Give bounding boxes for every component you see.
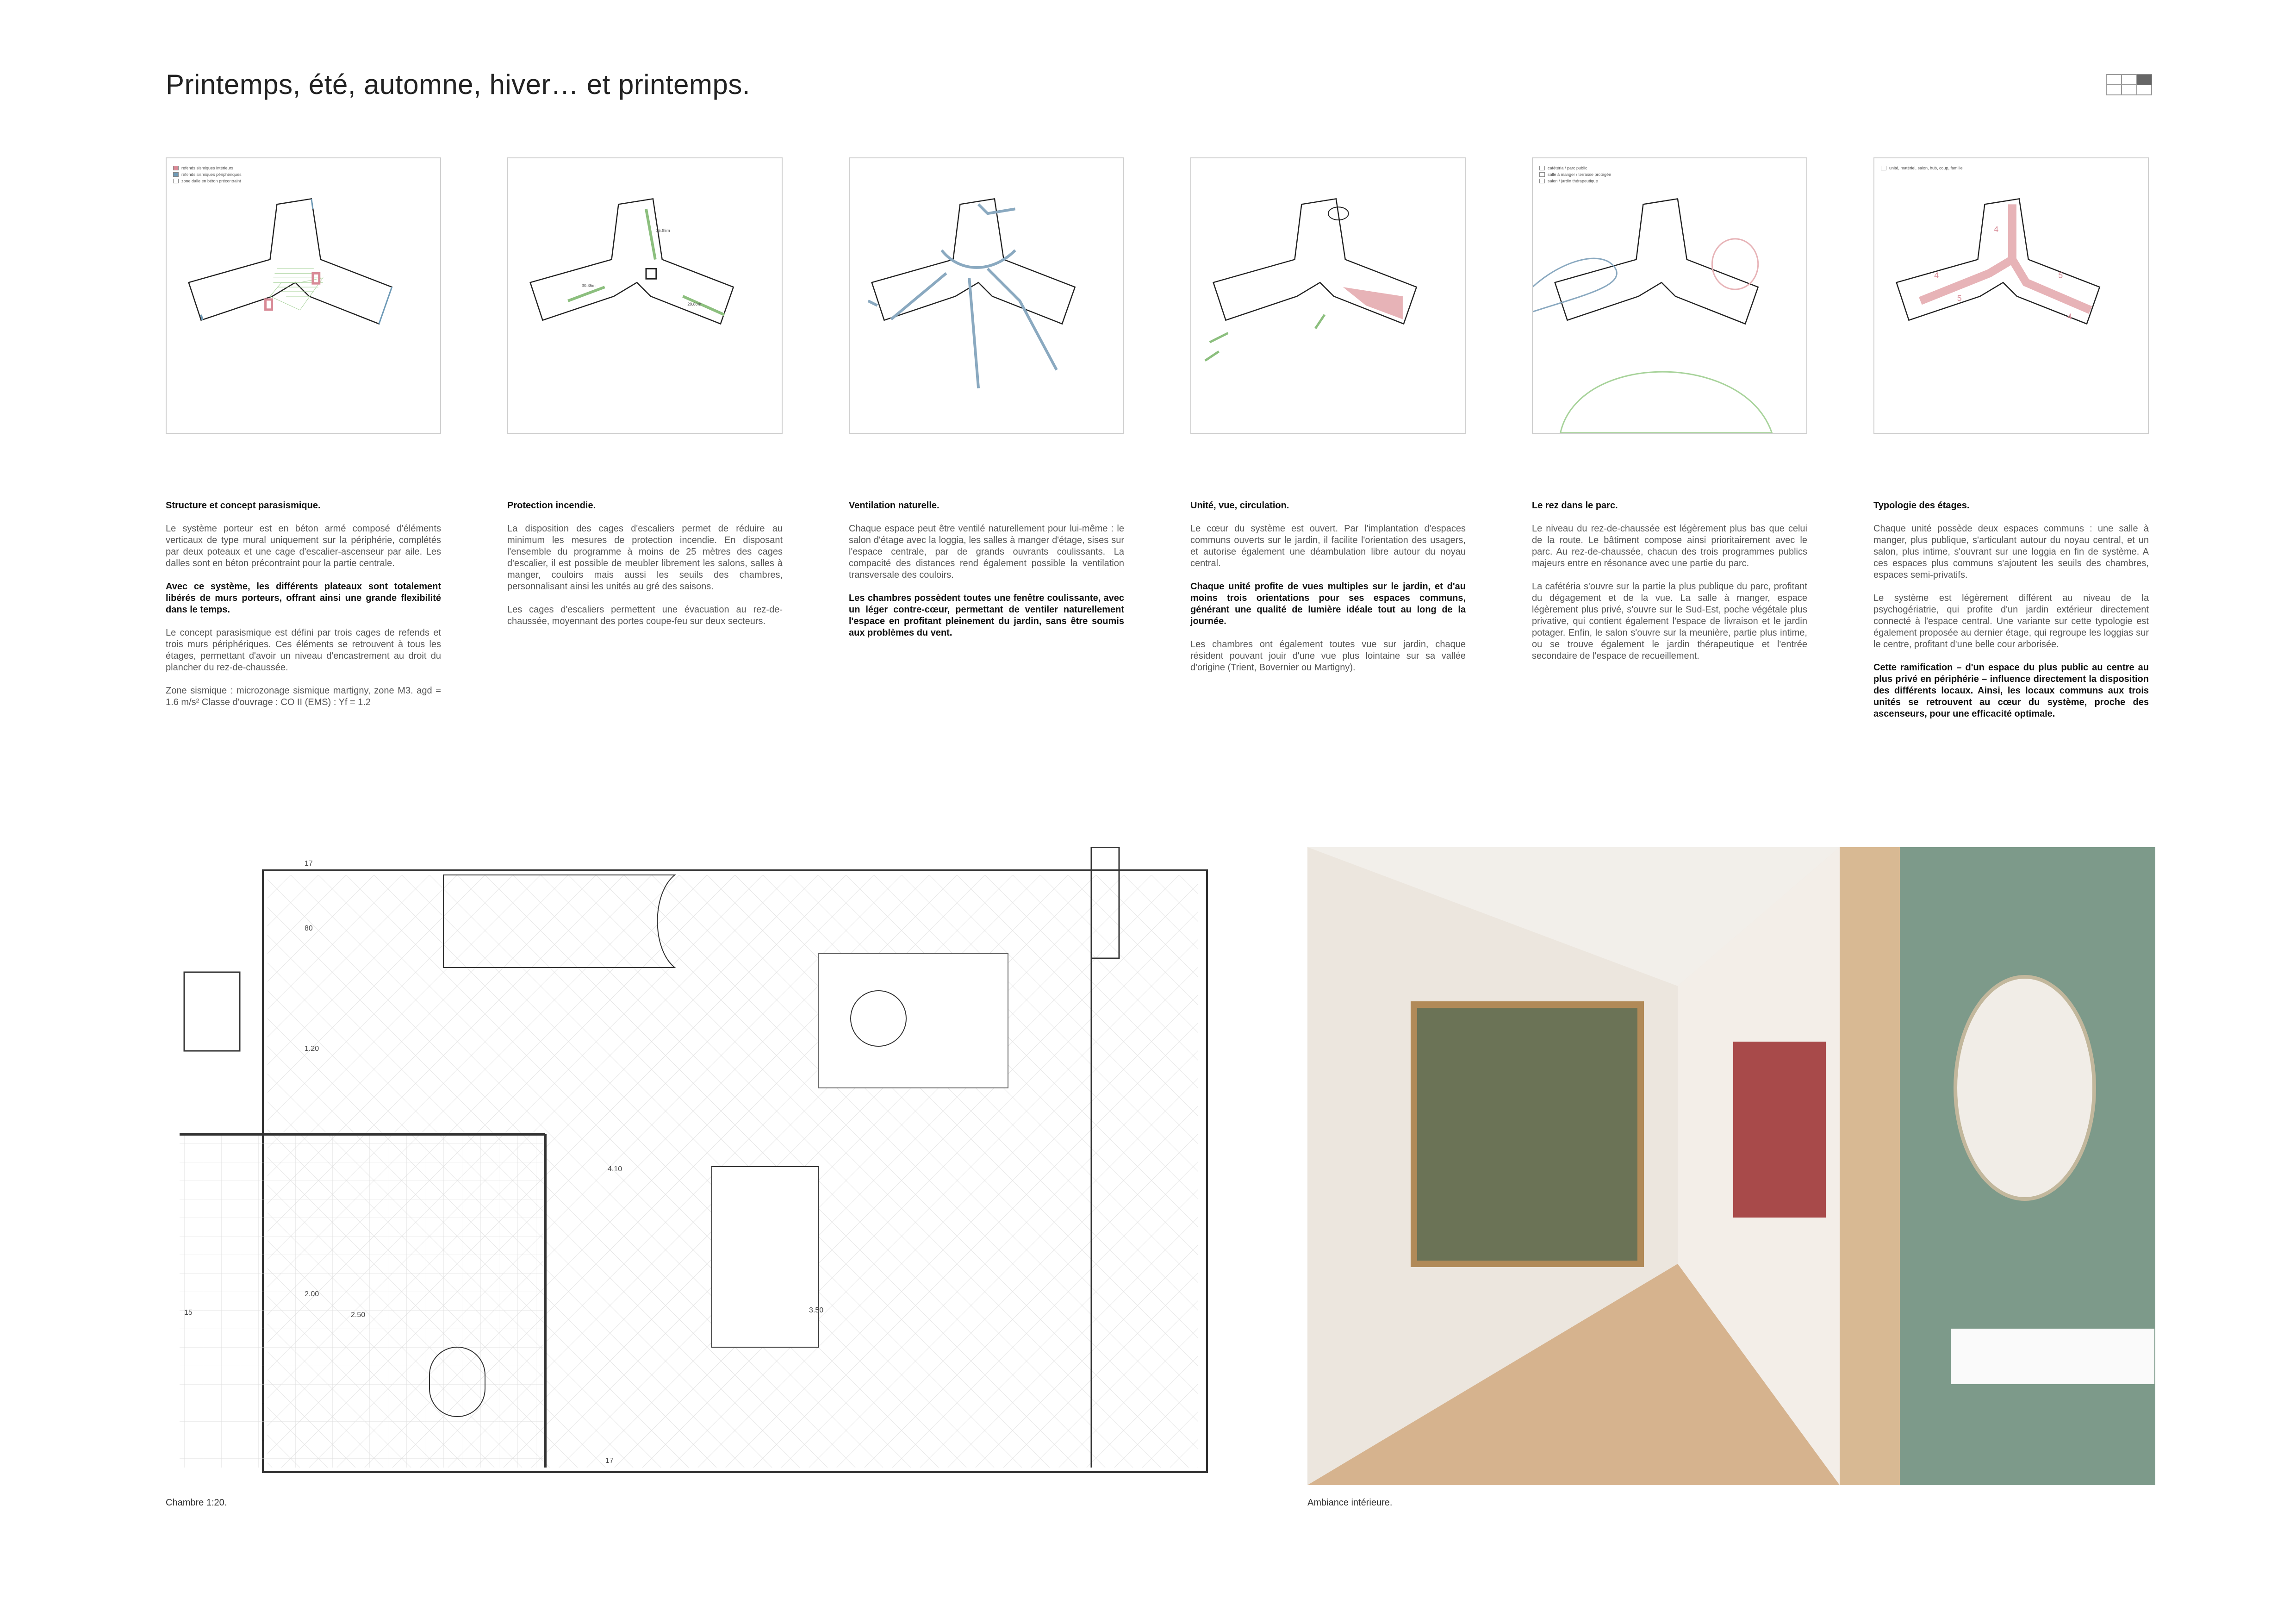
interior-render-image bbox=[1307, 847, 2155, 1485]
svg-text:4: 4 bbox=[2067, 312, 2072, 321]
svg-text:80: 80 bbox=[305, 924, 313, 932]
paragraph: Cette ramification – d'un espace du plus public au centre au plus privé en périphérie – influence directement la disposition des différents locaux. Ainsi, les locaux communs aux trois unités se retrouvent au cœur du système, proche des ascenseurs, pour une efficacité optimale. bbox=[1873, 662, 2149, 719]
diagram-circulation bbox=[1190, 157, 1466, 434]
paragraph: Le système porteur est en béton armé composé d'éléments verticaux de type mural uniquement sur la périphérie, complétés par deux poteaux et une cage d'escalier-ascenseur par aile. Les dalles sont en béton précontraint pour la partie centrale. bbox=[166, 524, 441, 568]
paragraph: Le concept parasismique est défini par trois cages de refends et trois murs périphériques. Ces éléments se retrouvent à tous les étages, permettant d'avoir un niveau d'encastrement au droit du plancher du rez-de-chaussée. bbox=[166, 628, 441, 673]
svg-text:5: 5 bbox=[1957, 293, 1962, 303]
text-column-park bbox=[1532, 500, 1807, 674]
diagram-legend: unité, matériel, salon, hub, coup, famille bbox=[1881, 165, 1963, 171]
svg-text:29.80m: 29.80m bbox=[687, 301, 702, 306]
paragraph: Le système est légèrement différent au niveau de la psychogériatrie, qui profite d'un jardin extérieur directement connecté à l'espace central. Une variante sur cette typologie est également proposée au dernier étage, qui regroupe les loggias sur le centre, profitant d'une belle cour arborisée. bbox=[1873, 593, 2149, 650]
section-heading: Le rez dans le parc. bbox=[1532, 500, 1618, 511]
y-plan-park bbox=[1533, 158, 1806, 433]
paragraph: La cafétéria s'ouvre sur la partie la plus publique du parc, profitant du dégagement et de la vue. La salle à manger, espace légèrement plus privé, s'ouvre sur le Sud-Est, poche végétale plus privative, qui contient également l'espace de livraison et le jardin potager. Enfin, le salon s'ouvre sur la meunière, partie plus intime, ou se trouve également le jardin thérapeutique et l'entrée secondaire de l'espace de recueillement. bbox=[1532, 581, 1807, 661]
diagram-legend: cafétéria / parc public salle à manger / terrasse protégée salon / jardin thérapeutique bbox=[1539, 165, 1611, 184]
text-column-structure bbox=[166, 500, 441, 720]
svg-text:17: 17 bbox=[305, 860, 313, 868]
paragraph: Les cages d'escaliers permettent une évacuation au rez-de-chaussée, moyennant des portes coupe-feu sur deux secteurs. bbox=[507, 605, 783, 626]
svg-text:4: 4 bbox=[1994, 224, 1999, 234]
diagram-park bbox=[1532, 157, 1807, 434]
room-floor-plan bbox=[166, 847, 1221, 1486]
diagram-structure bbox=[166, 157, 441, 434]
svg-text:17: 17 bbox=[605, 1457, 614, 1465]
photo-caption: Ambiance intérieure. bbox=[1307, 1498, 1393, 1508]
svg-text:2.50: 2.50 bbox=[351, 1311, 366, 1319]
text-column-typology bbox=[1873, 500, 2149, 731]
y-plan-structure bbox=[167, 158, 440, 433]
paragraph: La disposition des cages d'escaliers permet de réduire au minimum les mesures de protection incendie. En disposant l'ensemble du programme à moins de 25 mètres des cages d'escalier, il est possible de meubler librement les salons, salles à manger, couloirs mais aussi les seuils des chambres, personnalisant ainsi les unités au gré des saisons. bbox=[507, 524, 783, 592]
svg-text:4: 4 bbox=[1934, 270, 1939, 280]
svg-text:15: 15 bbox=[184, 1309, 193, 1317]
svg-text:1.20: 1.20 bbox=[305, 1045, 319, 1053]
svg-text:30.35m: 30.35m bbox=[581, 283, 596, 288]
text-column-circulation bbox=[1190, 500, 1466, 685]
svg-text:3.50: 3.50 bbox=[809, 1306, 824, 1314]
svg-text:5: 5 bbox=[2058, 270, 2063, 280]
svg-text:25.85m: 25.85m bbox=[656, 228, 670, 233]
paragraph: Chaque unité profite de vues multiples sur le jardin, et d'au moins trois orientations pour ses espaces communs, générant une qualité de lumière idéale tout au long de la journée. bbox=[1190, 581, 1466, 626]
plan-caption: Chambre 1:20. bbox=[166, 1498, 227, 1508]
section-heading: Structure et concept parasismique. bbox=[166, 500, 321, 511]
text-column-fire bbox=[507, 500, 783, 639]
room-plan-drawing bbox=[166, 847, 1221, 1486]
paragraph: Avec ce système, les différents plateaux sont totalement libérés de murs porteurs, offrant ainsi une grande flexibilité dans le temps. bbox=[166, 581, 441, 615]
paragraph: Les chambres ont également toutes vue sur jardin, chaque résident pouvant jouir d'une vue plus lointaine sur sa vallée d'origine (Trient, Bovernier ou Martigny). bbox=[1190, 639, 1466, 673]
diagram-legend: refends sismiques intérieurs refends sismiques périphériques zone dalle en béton précontraint bbox=[173, 165, 242, 184]
diagram-ventilation bbox=[849, 157, 1124, 434]
diagram-typology bbox=[1873, 157, 2149, 434]
y-plan-fire bbox=[508, 158, 782, 433]
diagram-fire-protection bbox=[507, 157, 783, 434]
y-plan-ventilation bbox=[850, 158, 1123, 433]
section-heading: Ventilation naturelle. bbox=[849, 500, 940, 511]
text-column-ventilation bbox=[849, 500, 1124, 650]
y-plan-circulation bbox=[1191, 158, 1465, 433]
svg-text:2.00: 2.00 bbox=[305, 1290, 319, 1298]
y-plan-typology bbox=[1874, 158, 2148, 433]
paragraph: Le cœur du système est ouvert. Par l'implantation d'espaces communs ouverts sur le jardin, il facilite l'orientation des usagers, et autorise également une déambulation libre autour du noyau central. bbox=[1190, 524, 1466, 568]
section-heading: Protection incendie. bbox=[507, 500, 596, 511]
section-heading: Typologie des étages. bbox=[1873, 500, 1970, 511]
section-heading: Unité, vue, circulation. bbox=[1190, 500, 1289, 511]
paragraph: Chaque unité possède deux espaces communs : une salle à manger, plus publique, s'articulant autour du noyau central, et un salon, plus intime, s'ouvrant sur une loggia en fin de système. A ces espaces plus communs s'ajoutent les seuils des chambres, espaces semi-privatifs. bbox=[1873, 524, 2149, 580]
paragraph: Le niveau du rez-de-chaussée est légèrement plus bas que celui de la route. Le bâtiment compose ainsi prioritairement avec le parc. Au rez-de-chaussée, chacun des trois programmes publics majeurs entre en résonance avec une partie du parc. bbox=[1532, 524, 1807, 568]
paragraph: Les chambres possèdent toutes une fenêtre coulissante, avec un léger contre-cœur, permettant de ventiler naturellement l'espace en profitant pleinement du jardin, sans être soumis aux problèmes du vent. bbox=[849, 593, 1124, 638]
paragraph: Zone sismique : microzonage sismique martigny, zone M3. agd = 1.6 m/s² Classe d'ouvrage : CO II (EMS) : Yf = 1.2 bbox=[166, 686, 441, 707]
grid-icon bbox=[2106, 74, 2152, 95]
svg-text:4.10: 4.10 bbox=[608, 1165, 622, 1173]
paragraph: Chaque espace peut être ventilé naturellement pour lui-même : le salon d'étage avec la loggia, les salles à manger d'étage, sises sur l'espace centrale, par de grands ouvrants coulissants. La compacité des distances rend également possible la ventilation transversale des couloirs. bbox=[849, 524, 1124, 580]
page-title: Printemps, été, automne, hiver… et printemps. bbox=[166, 69, 751, 100]
